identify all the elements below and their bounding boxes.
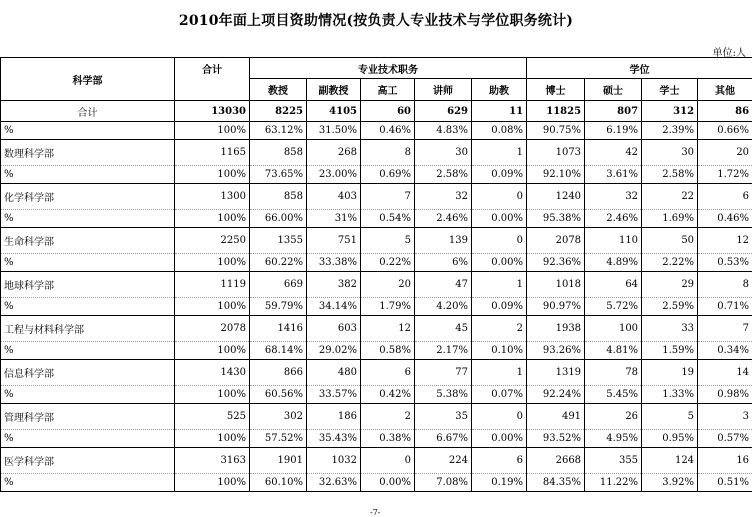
- table-cell: 92.36%: [527, 254, 585, 272]
- table-cell: 1: [472, 360, 527, 386]
- table-cell: 2: [361, 404, 415, 430]
- table-cell: 124: [642, 448, 698, 474]
- table-cell: 12: [361, 316, 415, 342]
- table-cell: 139: [415, 228, 472, 254]
- table-cell: 6%: [415, 254, 472, 272]
- table-cell: 110: [585, 228, 642, 254]
- table-cell: 0.09%: [472, 166, 527, 184]
- table-cell: 1938: [527, 316, 585, 342]
- table-cell: 0.51%: [698, 474, 752, 492]
- table-cell: 0.38%: [361, 430, 415, 448]
- table-row: [1, 140, 752, 166]
- table-cell: 0.71%: [698, 298, 752, 316]
- table-cell: 60.10%: [250, 474, 307, 492]
- table-cell: 1119: [175, 272, 250, 298]
- table-row: [1, 210, 752, 228]
- table-cell: 31%: [307, 210, 361, 228]
- table-cell: 0.46%: [361, 122, 415, 140]
- table-cell: 100%: [175, 254, 250, 272]
- table-cell: 0.58%: [361, 342, 415, 360]
- unit-label: 单位:人: [713, 44, 746, 59]
- table-cell: 0.00%: [472, 210, 527, 228]
- table-cell: 11825: [527, 101, 585, 122]
- col-header: 高工: [361, 79, 415, 101]
- row-label: 工程与材料科学部: [1, 316, 175, 342]
- table-cell: 491: [527, 404, 585, 430]
- table-cell: 0.00%: [472, 254, 527, 272]
- table-cell: 11.22%: [585, 474, 642, 492]
- table-cell: 0.19%: [472, 474, 527, 492]
- table-cell: 1430: [175, 360, 250, 386]
- table-cell: 8: [698, 272, 752, 298]
- table-cell: 30: [415, 140, 472, 166]
- table-cell: 92.24%: [527, 386, 585, 404]
- table-cell: 2.46%: [585, 210, 642, 228]
- table-cell: 20: [698, 140, 752, 166]
- table-cell: 100%: [175, 166, 250, 184]
- table-cell: 29: [642, 272, 698, 298]
- table-cell: 32.63%: [307, 474, 361, 492]
- table-cell: 5.38%: [415, 386, 472, 404]
- table-cell: 30: [642, 140, 698, 166]
- table-cell: 5.72%: [585, 298, 642, 316]
- table-cell: 1355: [250, 228, 307, 254]
- table-title: 2010年面上项目资助情况(按负责人专业技术与学位职务统计): [0, 10, 752, 30]
- table-cell: 1901: [250, 448, 307, 474]
- table-row: [1, 474, 752, 492]
- table-cell: 7: [361, 184, 415, 210]
- table-cell: 0.09%: [472, 298, 527, 316]
- table-cell: 858: [250, 140, 307, 166]
- table-cell: 2668: [527, 448, 585, 474]
- table-cell: 90.97%: [527, 298, 585, 316]
- table-cell: 19: [642, 360, 698, 386]
- table-cell: 6: [361, 360, 415, 386]
- table-cell: 32: [415, 184, 472, 210]
- table-cell: 31.50%: [307, 122, 361, 140]
- table-cell: 73.65%: [250, 166, 307, 184]
- table-cell: 4.83%: [415, 122, 472, 140]
- row-label: 信息科学部: [1, 360, 175, 386]
- col-header: 博士: [527, 79, 585, 101]
- table-cell: 8225: [250, 101, 307, 122]
- row-label: %: [1, 298, 175, 316]
- table-cell: 268: [307, 140, 361, 166]
- table-cell: 0.00%: [472, 430, 527, 448]
- table-cell: 866: [250, 360, 307, 386]
- row-label: 医学科学部: [1, 448, 175, 474]
- table-cell: 0.42%: [361, 386, 415, 404]
- table-cell: 64: [585, 272, 642, 298]
- table-cell: 525: [175, 404, 250, 430]
- table-cell: 6.19%: [585, 122, 642, 140]
- table-cell: 382: [307, 272, 361, 298]
- table-cell: 0: [472, 184, 527, 210]
- row-label: %: [1, 122, 175, 140]
- table-cell: 0.22%: [361, 254, 415, 272]
- table-cell: 2.17%: [415, 342, 472, 360]
- table-cell: 4.95%: [585, 430, 642, 448]
- table-cell: 8: [361, 140, 415, 166]
- col-header: 学士: [642, 79, 698, 101]
- table-cell: 84.35%: [527, 474, 585, 492]
- table-row: [1, 272, 752, 298]
- table-cell: 2.39%: [642, 122, 698, 140]
- table-cell: 0.10%: [472, 342, 527, 360]
- row-label: 数理科学部: [1, 140, 175, 166]
- table-cell: 32: [585, 184, 642, 210]
- table-cell: 0.46%: [698, 210, 752, 228]
- table-cell: 480: [307, 360, 361, 386]
- table-cell: 0.57%: [698, 430, 752, 448]
- table-cell: 4.89%: [585, 254, 642, 272]
- table-cell: 66.00%: [250, 210, 307, 228]
- table-cell: 2.46%: [415, 210, 472, 228]
- table-cell: 669: [250, 272, 307, 298]
- col-header: 硕士: [585, 79, 642, 101]
- table-cell: 1073: [527, 140, 585, 166]
- table-cell: 1032: [307, 448, 361, 474]
- table-row: [1, 316, 752, 342]
- row-label: 管理科学部: [1, 404, 175, 430]
- table-cell: 1: [472, 272, 527, 298]
- table-cell: 3.61%: [585, 166, 642, 184]
- table-cell: 0.07%: [472, 386, 527, 404]
- table-row: [1, 101, 752, 122]
- table-cell: 1018: [527, 272, 585, 298]
- table-cell: 355: [585, 448, 642, 474]
- table-row: [1, 386, 752, 404]
- table-cell: 60.56%: [250, 386, 307, 404]
- table-cell: 186: [307, 404, 361, 430]
- table-cell: 1319: [527, 360, 585, 386]
- table-cell: 0.66%: [698, 122, 752, 140]
- table-cell: 7.08%: [415, 474, 472, 492]
- table-cell: 35.43%: [307, 430, 361, 448]
- table-row: [1, 122, 752, 140]
- table-cell: 1.59%: [642, 342, 698, 360]
- table-cell: 0.08%: [472, 122, 527, 140]
- table-cell: 0.34%: [698, 342, 752, 360]
- table-row: [1, 254, 752, 272]
- row-label: %: [1, 342, 175, 360]
- table-cell: 2078: [175, 316, 250, 342]
- table-row: [1, 404, 752, 430]
- table-cell: 93.52%: [527, 430, 585, 448]
- table-cell: 20: [361, 272, 415, 298]
- col-header: 教授: [250, 79, 307, 101]
- table-cell: 6: [698, 184, 752, 210]
- table-row: [1, 298, 752, 316]
- table-cell: 0.69%: [361, 166, 415, 184]
- row-label: %: [1, 210, 175, 228]
- table-cell: 603: [307, 316, 361, 342]
- table-cell: 100%: [175, 386, 250, 404]
- table-cell: 33: [642, 316, 698, 342]
- row-label: 合计: [1, 101, 175, 122]
- table-cell: 1.79%: [361, 298, 415, 316]
- table-cell: 100%: [175, 210, 250, 228]
- degree-group-header: 学位: [527, 58, 752, 79]
- table-cell: 33.57%: [307, 386, 361, 404]
- table-cell: 14: [698, 360, 752, 386]
- table-cell: 90.75%: [527, 122, 585, 140]
- table-cell: 4105: [307, 101, 361, 122]
- table-cell: 60.22%: [250, 254, 307, 272]
- table-cell: 100%: [175, 298, 250, 316]
- table-cell: 5.45%: [585, 386, 642, 404]
- table-cell: 1240: [527, 184, 585, 210]
- table-cell: 33.38%: [307, 254, 361, 272]
- table-cell: 403: [307, 184, 361, 210]
- table-cell: 12: [698, 228, 752, 254]
- table-row: [1, 430, 752, 448]
- table-cell: 95.38%: [527, 210, 585, 228]
- table-cell: 47: [415, 272, 472, 298]
- table-cell: 2.58%: [415, 166, 472, 184]
- table-cell: 1.33%: [642, 386, 698, 404]
- table-cell: 86: [698, 101, 752, 122]
- total-header: 合计: [175, 58, 250, 79]
- table-cell: 2.58%: [642, 166, 698, 184]
- table-cell: 63.12%: [250, 122, 307, 140]
- table-cell: 35: [415, 404, 472, 430]
- funding-table: [0, 57, 752, 492]
- table-cell: 6: [472, 448, 527, 474]
- table-cell: 3163: [175, 448, 250, 474]
- table-row: [1, 342, 752, 360]
- table-cell: 93.26%: [527, 342, 585, 360]
- table-cell: 100: [585, 316, 642, 342]
- table-cell: 0.53%: [698, 254, 752, 272]
- row-label: 生命科学部: [1, 228, 175, 254]
- page-number: -7-: [370, 508, 381, 517]
- table-cell: 312: [642, 101, 698, 122]
- table-cell: 0.95%: [642, 430, 698, 448]
- table-cell: 29.02%: [307, 342, 361, 360]
- table-cell: 0: [472, 404, 527, 430]
- table-cell: 5: [361, 228, 415, 254]
- table-cell: 2250: [175, 228, 250, 254]
- row-label: %: [1, 386, 175, 404]
- prof-group-header: 专业技术职务: [250, 58, 527, 79]
- total-header-blank: [175, 79, 250, 101]
- table-cell: 0: [472, 228, 527, 254]
- table-cell: 4.20%: [415, 298, 472, 316]
- table-cell: 23.00%: [307, 166, 361, 184]
- table-cell: 302: [250, 404, 307, 430]
- table-cell: 1.69%: [642, 210, 698, 228]
- table-cell: 60: [361, 101, 415, 122]
- table-cell: 100%: [175, 430, 250, 448]
- table-cell: 77: [415, 360, 472, 386]
- table-row: [1, 228, 752, 254]
- table-cell: 92.10%: [527, 166, 585, 184]
- table-row: [1, 184, 752, 210]
- table-cell: 629: [415, 101, 472, 122]
- table-cell: 4.81%: [585, 342, 642, 360]
- table-cell: 0.98%: [698, 386, 752, 404]
- table-cell: 3: [698, 404, 752, 430]
- table-cell: 100%: [175, 122, 250, 140]
- table-cell: 1300: [175, 184, 250, 210]
- table-cell: 2.59%: [642, 298, 698, 316]
- table-cell: 2078: [527, 228, 585, 254]
- table-row: [1, 166, 752, 184]
- row-label: %: [1, 430, 175, 448]
- table-cell: 1165: [175, 140, 250, 166]
- row-label: %: [1, 474, 175, 492]
- table-cell: 26: [585, 404, 642, 430]
- table-cell: 1416: [250, 316, 307, 342]
- table-cell: 7: [698, 316, 752, 342]
- table-cell: 45: [415, 316, 472, 342]
- table-cell: 224: [415, 448, 472, 474]
- table-cell: 0.54%: [361, 210, 415, 228]
- col-header: 其他: [698, 79, 752, 101]
- dept-header: 科学部: [1, 58, 175, 101]
- table-cell: 11: [472, 101, 527, 122]
- row-label: 地球科学部: [1, 272, 175, 298]
- table-cell: 100%: [175, 342, 250, 360]
- table-cell: 0.00%: [361, 474, 415, 492]
- table-cell: 16: [698, 448, 752, 474]
- table-cell: 42: [585, 140, 642, 166]
- col-header: 副教授: [307, 79, 361, 101]
- table-cell: 68.14%: [250, 342, 307, 360]
- table-cell: 5: [642, 404, 698, 430]
- table-cell: 78: [585, 360, 642, 386]
- col-header: 助教: [472, 79, 527, 101]
- table-cell: 0: [361, 448, 415, 474]
- table-row: [1, 448, 752, 474]
- table-cell: 858: [250, 184, 307, 210]
- table-cell: 3.92%: [642, 474, 698, 492]
- table-cell: 1.72%: [698, 166, 752, 184]
- table-cell: 6.67%: [415, 430, 472, 448]
- table-cell: 13030: [175, 101, 250, 122]
- table-cell: 2: [472, 316, 527, 342]
- row-label: %: [1, 254, 175, 272]
- table-cell: 59.79%: [250, 298, 307, 316]
- table-row: [1, 360, 752, 386]
- col-header: 讲师: [415, 79, 472, 101]
- table-cell: 50: [642, 228, 698, 254]
- table-cell: 751: [307, 228, 361, 254]
- row-label: 化学科学部: [1, 184, 175, 210]
- table-cell: 57.52%: [250, 430, 307, 448]
- table-cell: 807: [585, 101, 642, 122]
- table-cell: 1: [472, 140, 527, 166]
- table-cell: 2.22%: [642, 254, 698, 272]
- table-cell: 34.14%: [307, 298, 361, 316]
- table-cell: 22: [642, 184, 698, 210]
- table-cell: 100%: [175, 474, 250, 492]
- row-label: %: [1, 166, 175, 184]
